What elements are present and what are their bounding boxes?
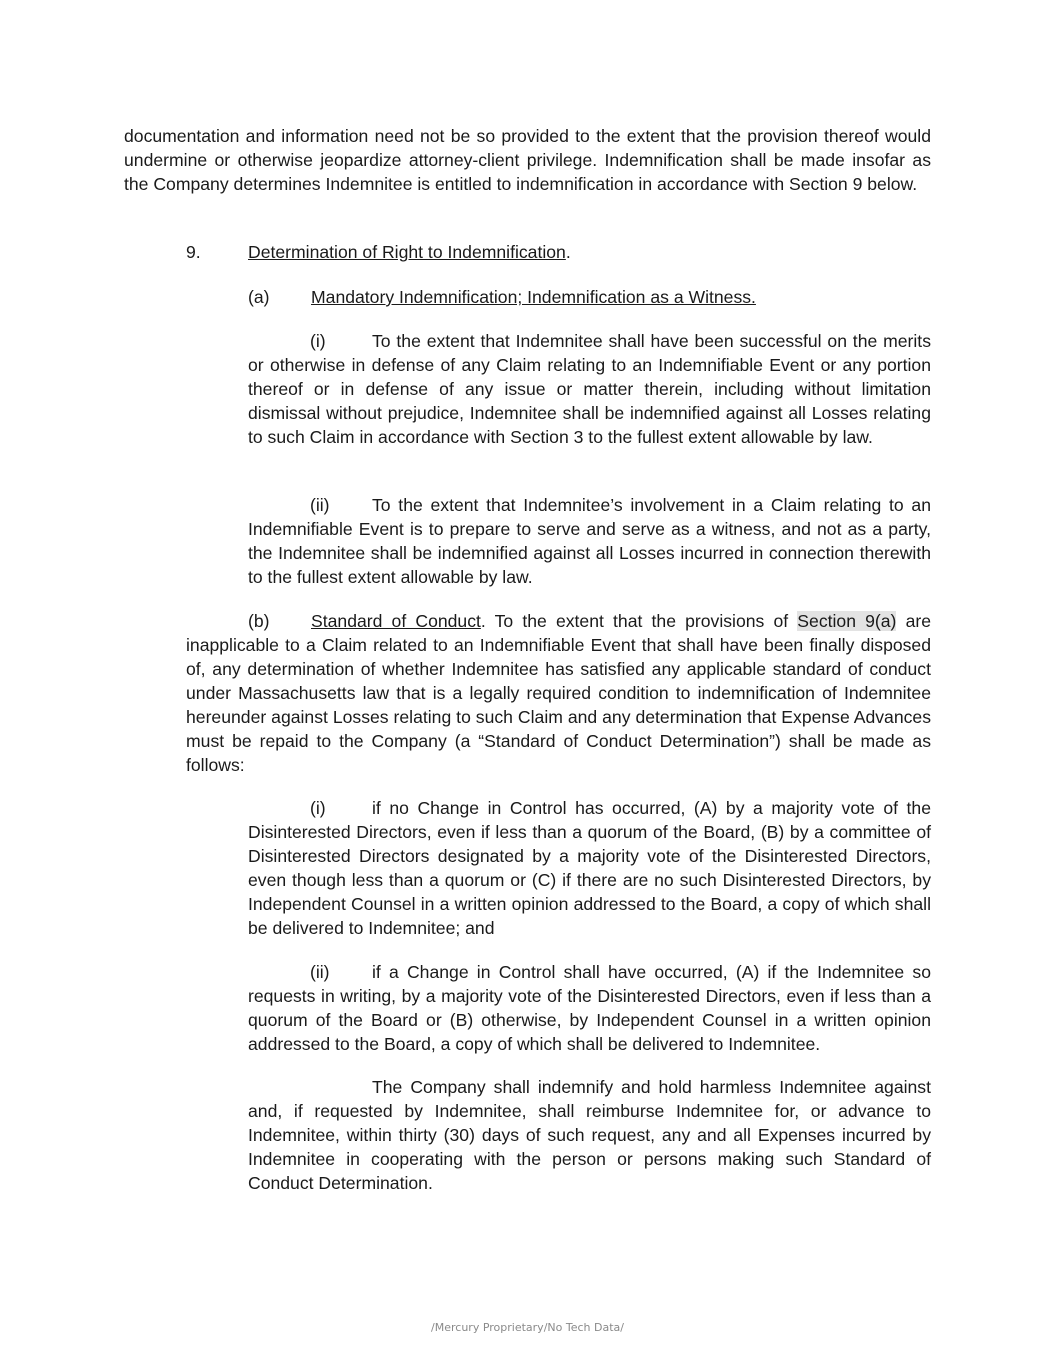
section-9a-reference: Section 9(a) xyxy=(797,611,897,631)
subsection-b-title: Standard of Conduct xyxy=(311,611,481,631)
section-9-title: Determination of Right to Indemnification xyxy=(248,242,566,262)
subsection-b-ii-label: (ii) xyxy=(310,962,330,982)
section-9-heading xyxy=(186,240,571,264)
page-footer: /Mercury Proprietary/No Tech Data/ xyxy=(431,1321,624,1334)
subsection-b-text-before: . To the extent that the provisions of xyxy=(480,611,798,631)
subsection-a-ii-label: (ii) xyxy=(310,495,330,515)
subsection-b-i-paragraph xyxy=(248,796,931,940)
subsection-b-text-after: are inapplicable to a Claim related to an Indemnifiable Event that shall have been finally disposed of, any determination of whether Indemnitee has satisfied any applicable standard of conduct under Massachusetts law that is a legally required condition to indemnification of Indemnitee hereunder against Losses relating to such Claim and any determination that Expense Advances must be repaid to the Company (a “Standard of Conduct Determination”) shall be made as follows: xyxy=(186,611,931,775)
intro-paragraph: documentation and information need not be so provided to the extent that the provision thereof would undermine or otherwise jeopardize attorney-client privilege. Indemnification shall be made insofar as the Company determines Indemnitee is entitled to indemnification in accordance with Section 9 below. xyxy=(124,126,931,194)
section-9-number: 9. xyxy=(186,242,201,262)
subsection-a-i-label: (i) xyxy=(310,331,326,351)
subsection-a-heading xyxy=(248,285,756,309)
closing-paragraph: The Company shall indemnify and hold harmless Indemnitee against and, if requested by Indemnitee, shall reimburse Indemnitee for, or advance to Indemnitee, within thirty (30) days of such request, any and all Expenses incurred by Indemnitee in cooperating with the person or persons making such Standard of Conduct Determination. xyxy=(248,1077,931,1193)
subsection-a-i-text: To the extent that Indemnitee shall have been successful on the merits or otherwise in defense of any Claim relating to an Indemnifiable Event or any portion thereof or in defense of any issue or matter therein, including without limitation dismissal without prejudice, Indemnitee shall be indemnified against all Losses relating to such Claim in accordance with Section 3 to the fullest extent allowable by law. xyxy=(248,331,931,447)
subsection-b-i-label: (i) xyxy=(310,798,326,818)
subsection-b-label: (b) xyxy=(248,611,270,631)
subsection-a-label: (a) xyxy=(248,287,270,307)
subsection-b-ii-paragraph xyxy=(248,960,931,1056)
subsection-b-ii-text: if a Change in Control shall have occurred, (A) if the Indemnitee so requests in writing, by a majority vote of the Disinterested Directors, even if less than a quorum of the Board or (B) otherwise, by Independent Counsel in a written opinion addressed to the Board, a copy of which shall be delivered to Indemnitee. xyxy=(248,962,931,1054)
subsection-a-ii-text: To the extent that Indemnitee’s involvement in a Claim relating to an Indemnifiable Event is to prepare to serve and serve as a witness, and not as a party, the Indemnitee shall be indemnified against all Losses incurred in connection therewith to the fullest extent allowable by law. xyxy=(248,495,931,587)
subsection-b-paragraph xyxy=(186,609,931,777)
subsection-a-title: Mandatory Indemnification; Indemnification as a Witness. xyxy=(311,287,756,307)
subsection-b-i-text: if no Change in Control has occurred, (A) by a majority vote of the Disinterested Directors, even if less than a quorum of the Board, (B) by a committee of Disinterested Directors designated by a majority vote of the Disinterested Directors, even though less than a quorum or (C) if there are no such Disinterested Directors, by Independent Counsel in a written opinion addressed to the Board, a copy of which shall be delivered to Indemnitee; and xyxy=(248,798,931,938)
section-9-title-suffix: . xyxy=(565,242,571,262)
subsection-a-ii-paragraph xyxy=(248,493,931,589)
subsection-a-i-paragraph xyxy=(248,329,931,449)
